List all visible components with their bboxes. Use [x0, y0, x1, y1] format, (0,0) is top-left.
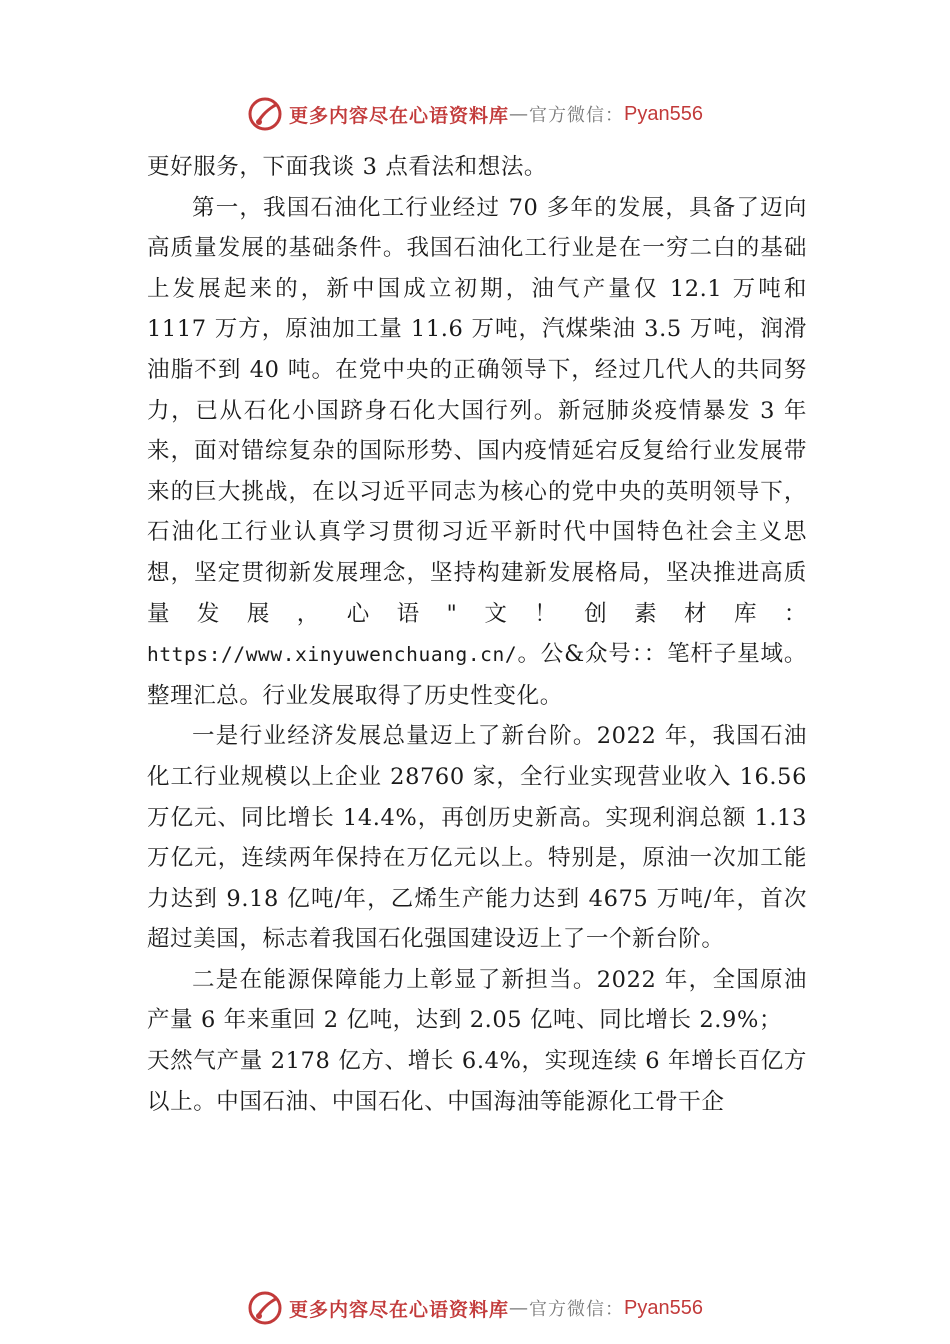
header-banner — [0, 94, 950, 134]
document-body — [147, 147, 807, 1122]
banner-dash: — — [509, 1297, 530, 1319]
paragraph-text-tail: 。公&众号：：笔杆子星域。整理汇总。行业发展取得了历史性变化。 — [147, 641, 807, 709]
banner-wechat-id: Pyan556 — [624, 102, 703, 125]
banner-wechat-id: Pyan556 — [624, 1296, 703, 1319]
paragraph-natural-gas: 天然气产量 2178 亿方、增长 6.4%，实现连续 6 年增长百亿方以上。中国石油、中国石化、中国海油等能源化工骨干企 — [147, 1048, 807, 1115]
paragraph-first-point — [147, 188, 807, 717]
footer-banner — [0, 1288, 950, 1328]
banner-wechat-label: 官方微信： — [529, 105, 625, 126]
brush-logo-icon — [247, 96, 283, 132]
paragraph-text: 第一，我国石油化工行业经过 70 多年的发展，具备了迈向高质量发展的基础条件。我国石油化工行业是在一穷二白的基础上发展起来的，新中国成立初期，油气产量仅 12.1 万吨和 1117 万方，原油加工量 11.6 万吨，汽煤柴油 3.5 万吨，润滑油脂不到 40 吨。在党中央的正确领导下，经过几代人的共同努力，已从石化小国跻身石化大国行列。新冠肺炎疫情暴发 3 年来，面对错综复杂的国际形势、国内疫情延宕反复给行业发展带来的巨大挑战，在以习近平同志为核心的党中央的英明领导下，石油化工行业认真学习贯彻习近平新时代中国特色社会主义思想，坚定贯彻新发展理念，坚持构建新发展格局，坚决推进高质量发展，心语"文！创素材库： — [147, 194, 807, 627]
banner-title: 更多内容尽在心语资料库 — [289, 104, 510, 127]
banner-dash: — — [509, 103, 530, 125]
paragraph-continuation: 更好服务，下面我谈 3 点看法和想法。 — [147, 154, 548, 180]
source-url-link[interactable]: https://www.xinyuwenchuang.cn/ — [147, 643, 518, 667]
paragraph-economic-scale: 一是行业经济发展总量迈上了新台阶。2022 年，我国石油化工行业规模以上企业 28760 家，全行业实现营业收入 16.56 万亿元、同比增长 14.4%，再创历史新高。实现利润总额 1.13 万亿元，连续两年保持在万亿元以上。特别是，原油一次加工能力达到 9.18 亿吨/年，乙烯生产能力达到 4675 万吨/年，首次超过美国，标志着我国石化强国建设迈上了一个新台阶。 — [147, 723, 807, 953]
brush-logo-icon — [247, 1290, 283, 1326]
banner-wechat-label: 官方微信： — [529, 1299, 625, 1320]
paragraph-energy-security: 二是在能源保障能力上彰显了新担当。2022 年，全国原油产量 6 年来重回 2 亿吨，达到 2.05 亿吨、同比增长 2.9%； — [147, 966, 807, 1034]
banner-title: 更多内容尽在心语资料库 — [289, 1298, 510, 1321]
